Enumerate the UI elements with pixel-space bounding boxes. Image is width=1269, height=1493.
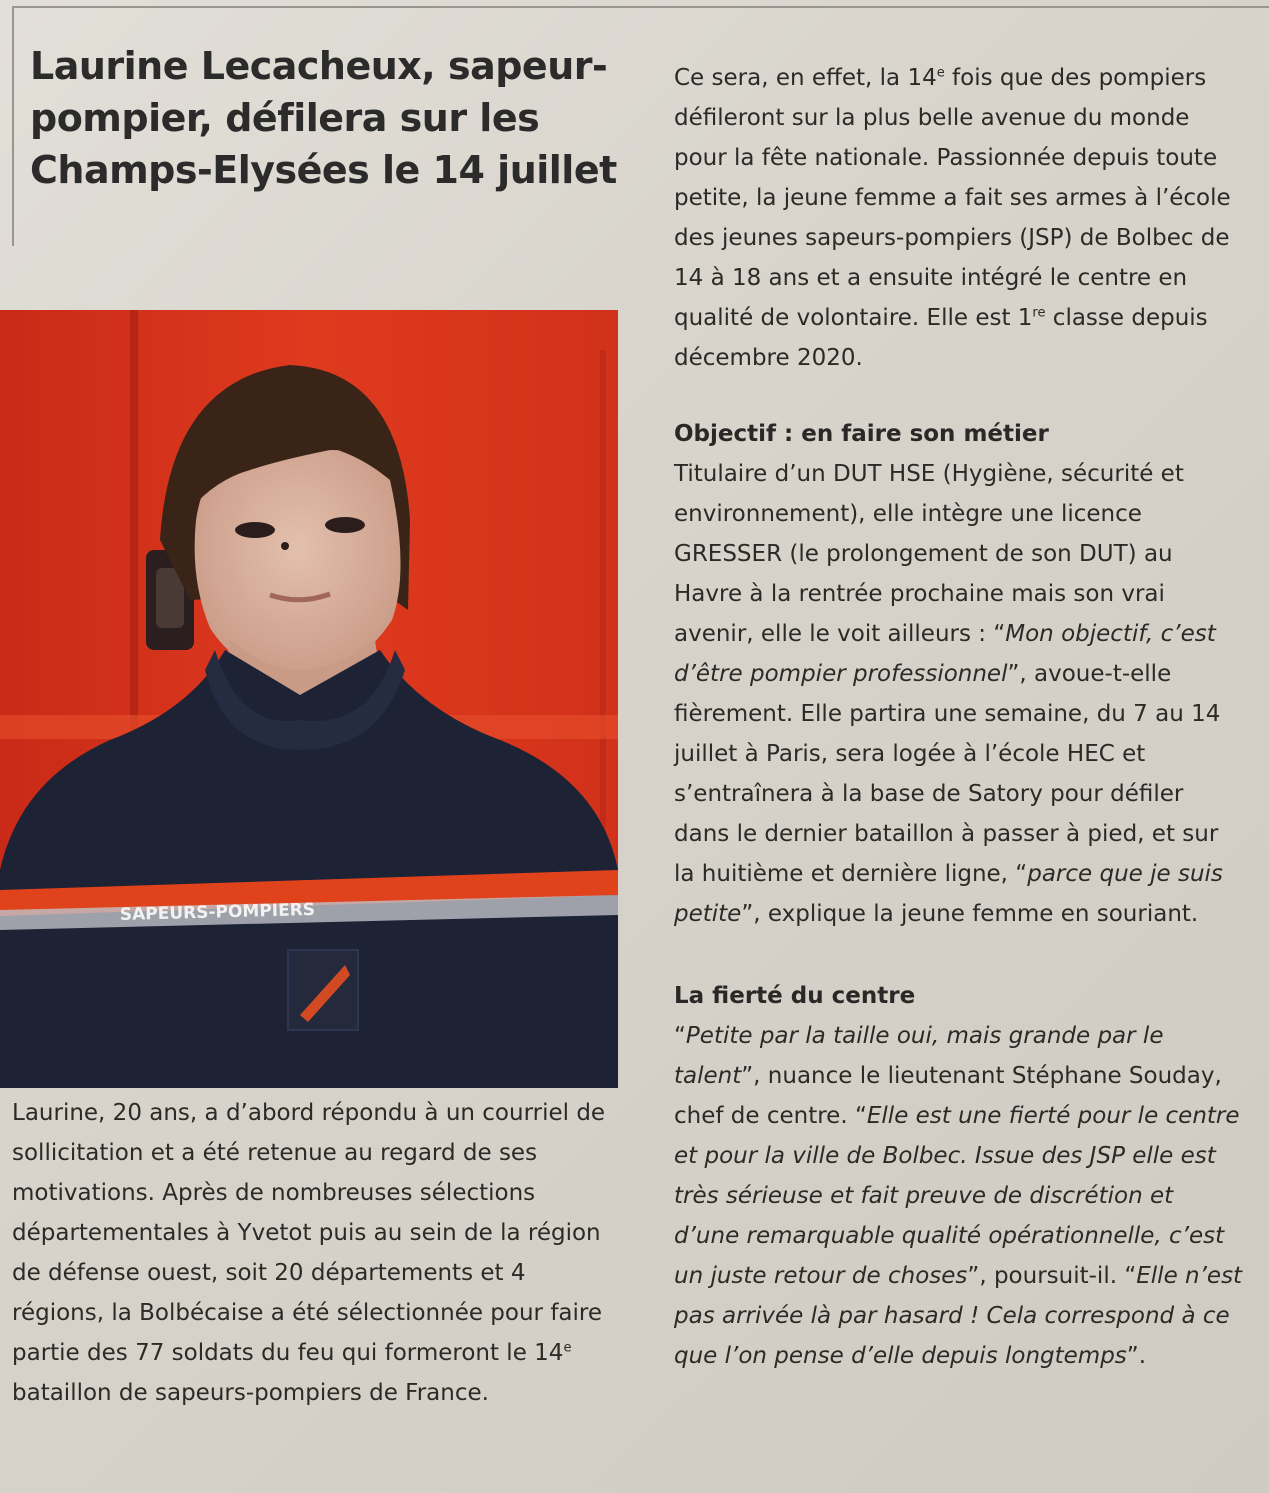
fierte-quote-2: Elle est une fierté pour le centre et pour la ville de Bolbec. Issue des JSP elle est très sérieuse et fait preuve de discrétion et d’une remarquable qualité opérationnelle, c’est un juste retour de choses	[674, 1103, 1240, 1289]
intro-superscript-2: re	[1032, 305, 1046, 321]
intro-superscript: e	[936, 65, 945, 81]
caption-text-end: bataillon de sapeurs-pompiers de France.	[12, 1380, 489, 1406]
fierte-quote-1: Petite par la taille oui, mais grande par le talent	[674, 1023, 1164, 1089]
top-rule	[12, 6, 1269, 8]
paragraph-intro	[674, 58, 1244, 378]
right-column	[674, 58, 1244, 1376]
paragraph-objectif	[674, 454, 1244, 934]
intro-text-a: Ce sera, en effet, la 14	[674, 65, 937, 91]
photo-caption	[12, 1093, 624, 1413]
headline: Laurine Lecacheux, sapeur-pompier, défilera sur les Champs-Elysées le 14 juillet	[30, 44, 617, 192]
subhead-objectif: Objectif : en faire son métier	[674, 421, 1049, 447]
fierte-quote-open: “	[674, 1023, 686, 1049]
caption-text: Laurine, 20 ans, a d’abord répondu à un courriel de sollicitation et a été retenue au regard de ses motivations. Après de nombreuses sélections départementales à Yvetot puis au sein de la région de défense ouest, soit 20 départements et 4 régions, la Bolbécaise a été sélectionnée pour faire partie des 77 soldats du feu qui formeront le	[12, 1100, 606, 1366]
objectif-text-a: Titulaire d’un DUT HSE (Hygiène, sécurité et environnement), elle intègre une licence GRESSER (le prolongement de son DUT) au Havre à la rentrée prochaine mais son vrai avenir, elle le voit ailleurs : “	[674, 461, 1184, 647]
portrait-illustration	[0, 310, 618, 1088]
objectif-text-b: ”, avoue-t-elle fièrement. Elle partira une semaine, du 7 au 14 juillet à Paris, sera logée à l’école HEC et s’entraînera à la base de Satory pour défiler dans le dernier bataillon à passer à pied, et sur la huitième et dernière ligne, “	[674, 661, 1221, 887]
portrait-photo	[0, 310, 618, 1088]
uniform-text: SAPEURS-POMPIERS	[119, 899, 316, 925]
fierte-text-c: ”.	[1126, 1343, 1147, 1369]
caption-number: 14	[534, 1340, 564, 1366]
fierte-text-a: ”, nuance le lieutenant Stéphane Souday, chef de centre. “	[674, 1063, 1222, 1129]
intro-text-c: classe depuis décembre 2020.	[674, 305, 1208, 371]
objectif-quote-1: Mon objectif, c’est d’être pompier professionnel	[674, 621, 1216, 687]
left-rule	[12, 6, 14, 246]
objectif-quote-2: parce que je suis petite	[674, 861, 1223, 927]
intro-text-b: fois que des pompiers défileront sur la plus belle avenue du monde pour la fête nationale. Passionnée depuis toute petite, la jeune femme a fait ses armes à l’école des jeunes sapeurs-pompiers (JSP) de Bolbec de 14 à 18 ans et a ensuite intégré le centre en qualité de volontaire. Elle est 1	[674, 65, 1231, 331]
paragraph-fierte	[674, 1016, 1244, 1376]
caption-superscript: e	[563, 1340, 572, 1356]
subhead-fierte: La fierté du centre	[674, 983, 916, 1009]
fierte-quote-3: Elle n’est pas arrivée là par hasard ! Cela correspond à ce que l’on pense d’elle depuis longtemps	[674, 1263, 1243, 1369]
fierte-text-b: ”, poursuit-il. “	[967, 1263, 1137, 1289]
objectif-text-c: ”, explique la jeune femme en souriant.	[741, 901, 1199, 927]
caption-paragraph	[12, 1093, 624, 1413]
